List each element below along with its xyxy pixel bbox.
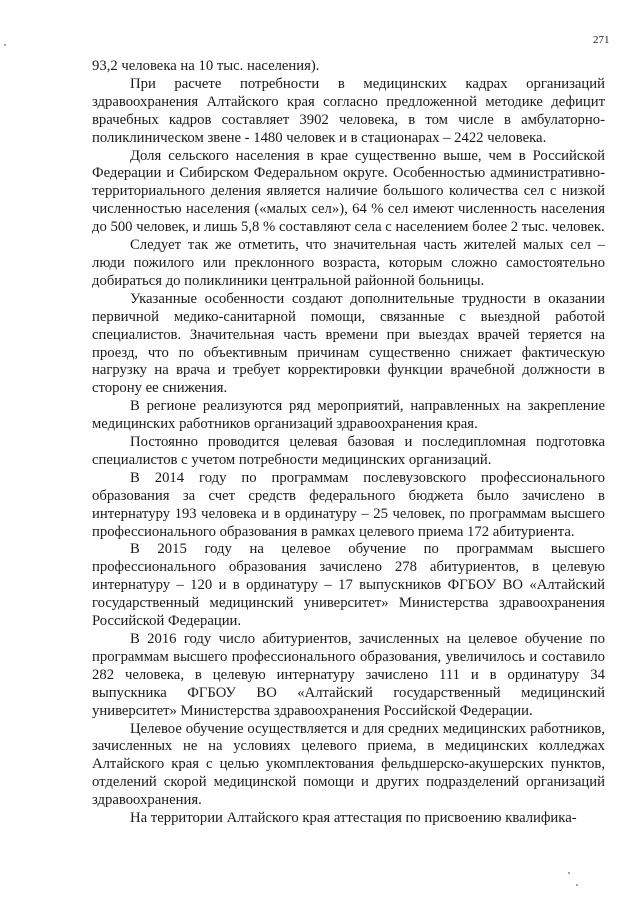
paragraph-elderly-residents: Следует так же отметить, что значительная часть жителей малых сел – люди пожилого или преклонного возраста, которым сложно самостоятельно добираться до поликлиники центральной районной больницы. [92, 237, 605, 289]
paragraph-certification: На территории Алтайского края аттестация по присвоению квалифика- [130, 810, 577, 827]
paragraph-regional-measures: В регионе реализуются ряд мероприятий, направленных на закрепление медицинских работников организаций здравоохранения края. [92, 398, 605, 433]
page-number: 271 [593, 34, 610, 46]
document-body [92, 58, 605, 828]
scan-artifact [576, 884, 578, 886]
scan-artifact [4, 44, 6, 46]
paragraph-year-2016: В 2016 году число абитуриентов, зачисленных на целевое обучение по программам высшего профессионального образования, увеличилось и составило 282 человека, в целевую интернатуру зачислено 111 и в ординатуру 34 выпускника ФГБОУ ВО «Алтайский государственный медицинский университет» Министерства здравоохранения Российской Федерации. [92, 631, 605, 719]
paragraph-rural-population: Доля сельского населения в крае существенно выше, чем в Российской Федерации и Сибирском Федеральном округе. Особенностью административно-территориального деления является наличие большого количества сел с низкой численностью населения («малых сел»), 64 % сел имеют численность населения до 500 человек, и лишь 5,8 % составляют села с населением более 2 тыс. человек. [92, 147, 605, 236]
scan-artifact [568, 872, 570, 874]
paragraph-outreach-difficulties: Указанные особенности создают дополнительные трудности в оказании первичной медико-санитарной помощи, связанные с выездной работой специалистов. Значительная часть времени при выездах врачей теряется на проезд, что по объективным причинам существенно снижает фактическую нагрузку на врача и требует корректировки функции врачебной должности в сторону ее снижения. [92, 290, 605, 397]
paragraph-year-2015: В 2015 году на целевое обучение по программам высшего профессионального образования зачислено 278 абитуриентов, в целевую интернатуру – 120 и в ординатуру – 17 выпускников ФГБОУ ВО «Алтайский государственный медицинский университет» Министерства здравоохранения Российской Федерации. [92, 541, 605, 630]
paragraph-targeted-training: Постоянно проводится целевая базовая и последипломная подготовка специалистов с учетом потребности медицинских организаций. [92, 434, 605, 468]
paragraph-continuation: 93,2 человека на 10 тыс. населения). [92, 58, 320, 74]
paragraph-nursing-training: Целевое обучение осуществляется и для средних медицинских работников, зачисленных не на условиях целевого приема, в медицинских колледжах Алтайского края с целью укомплектования фельдшерско-акушерских пунктов, отделений скорой медицинской помощи и других подразделений организаций здравоохранения. [92, 720, 605, 809]
paragraph-staff-deficit: При расчете потребности в медицинских кадрах организаций здравоохранения Алтайского края согласно предложенной методике дефицит врачебных кадров составляет 3902 человека, в том числе в амбулаторно-поликлиническом звене - 1480 человек и в стационарах – 2422 человека. [92, 75, 605, 146]
paragraph-year-2014: В 2014 году по программам послевузовского профессионального образования за счет средств федерального бюджета было зачислено в интернатуру 193 человека и в ординатуру – 25 человек, по программам высшего профессионального образования в рамках целевого приема 172 абитуриента. [92, 469, 605, 540]
